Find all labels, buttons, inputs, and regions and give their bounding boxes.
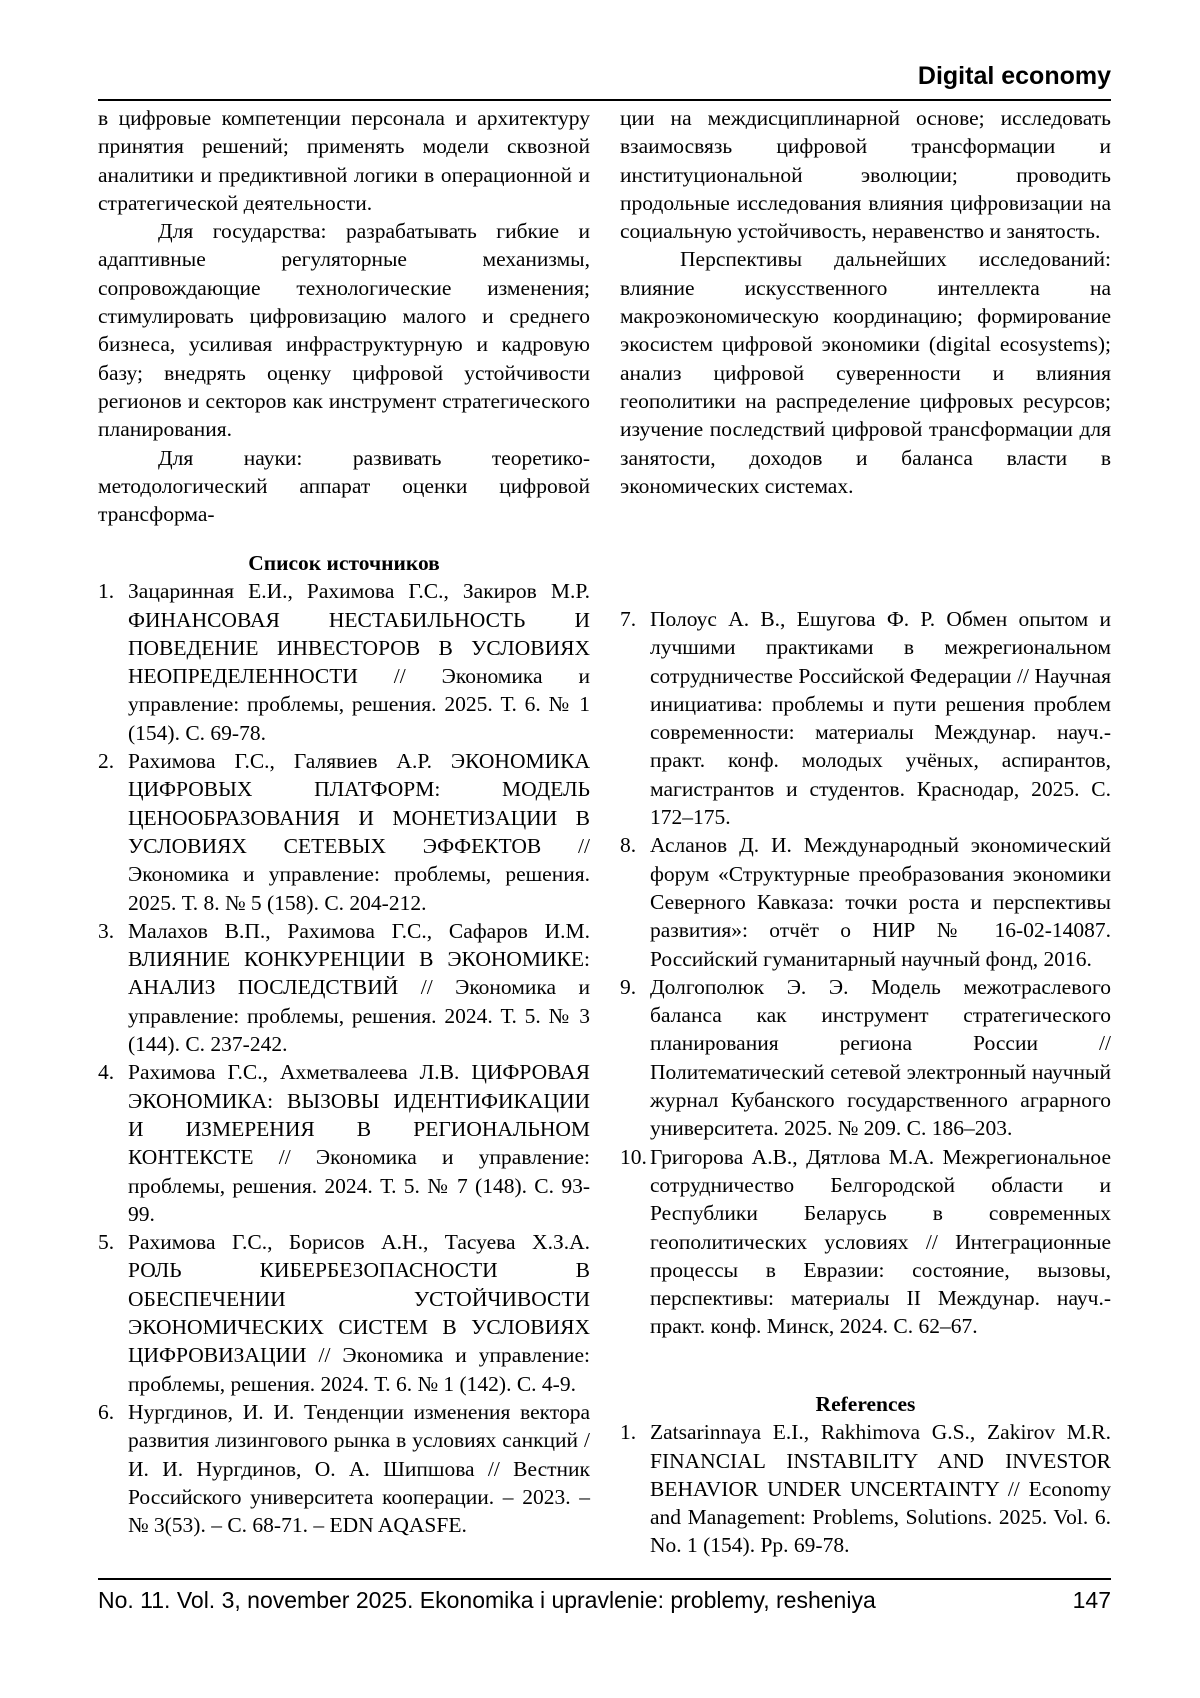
source-item [620,1143,1111,1341]
source-text: Рахимова Г.С., Галявиев А.Р. ЭКОНОМИКА ЦИФРОВЫХ ПЛАТФОРМ: МОДЕЛЬ ЦЕНООБРАЗОВАНИЯ И МОНЕТИЗАЦИИ В УСЛОВИЯХ СЕТЕВЫХ ЭФФЕКТОВ // Экономика и управление: проблемы, решения. 2025. Т. 8. № 5 (158). С. 204-212. [128,749,590,915]
source-number: 6. [98,1399,115,1424]
source-text: Малахов В.П., Рахимова Г.С., Сафаров И.М. ВЛИЯНИЕ КОНКУРЕНЦИИ В ЭКОНОМИКЕ: АНАЛИЗ ПОСЛЕДСТВИЙ // Экономика и управление: проблемы, решения. 2024. Т. 5. № 3 (144). С. 237-242. [128,918,590,1057]
source-item [620,973,1111,1143]
sources-left-column [98,549,590,1539]
footer-rule [98,1578,1111,1580]
body-paragraph: Для науки: развивать теоретико-методологический аппарат оценки цифровой трансформа- [98,445,590,527]
source-item [98,1058,590,1228]
body-right-column [620,104,1111,500]
source-item [98,747,590,917]
source-item [98,1228,590,1398]
body-left-column [98,104,590,528]
source-text: Долгополюк Э. Э. Модель межотраслевого баланса как инструмент стратегического планирования региона России // Политематический сетевой электронный научный журнал Кубанского государственного аграрного университета. 2025. № 209. С. 186–203. [650,974,1111,1141]
source-item [98,577,590,747]
footer-journal-line: No. 11. Vol. 3, november 2025. Ekonomika i upravlenie: problemy, resheniya [98,1587,876,1613]
body-paragraph: ции на междисциплинарной основе; исследовать взаимосвязь цифровой трансформации и институциональной эволюции; проводить продольные исследования влияния цифровизации на социальную устойчивость, неравенство и занятость. [620,106,1111,244]
source-number: 9. [620,974,637,999]
source-text: Рахимова Г.С., Борисов А.Н., Тасуева Х.З.А. РОЛЬ КИБЕРБЕЗОПАСНОСТИ В ОБЕСПЕЧЕНИИ УСТОЙЧИВОСТИ ЭКОНОМИЧЕСКИХ СИСТЕМ В УСЛОВИЯХ ЦИФРОВИЗАЦИИ // Экономика и управление: проблемы, решения. 2024. Т. 6. № 1 (142). С. 4-9. [128,1230,590,1396]
reference-number: 1. [620,1420,637,1445]
source-text: Нургдинов, И. И. Тенденции изменения вектора развития лизингового рынка в условиях санкций / И. И. Нургдинов, О. А. Шипшова // Вестник Российского университета кооперации. – 2023. – № 3(53). – С. 68-71. – EDN AQASFE. [128,1399,590,1538]
source-item [98,917,590,1058]
source-number: 2. [98,749,115,774]
references-list [620,1418,1111,1559]
body-paragraph: Перспективы дальнейших исследований: влияние искусственного интеллекта на макроэкономическую координацию; формирование экосистем цифровой экономики (digital ecosystems); анализ цифровой суверенности и влияния геополитики на распределение цифровых ресурсов; изучение последствий цифровой трансформации для занятости, доходов и баланса власти в экономических системах. [620,247,1111,498]
sources-list-continued [620,605,1111,1341]
source-text: Рахимова Г.С., Ахметвалеева Л.В. ЦИФРОВАЯ ЭКОНОМИКА: ВЫЗОВЫ ИДЕНТИФИКАЦИИ И ИЗМЕРЕНИЯ В РЕГИОНАЛЬНОМ КОНТЕКСТЕ // Экономика и управление: проблемы, решения. 2024. Т. 5. № 7 (148). С. 93-99. [128,1060,590,1226]
source-number: 7. [620,607,637,631]
references-block [620,1390,1111,1560]
reference-text: Zatsarinnaya E.I., Rakhimova G.S., Zakirov M.R. FINANCIAL INSTABILITY AND INVESTOR BEHAVIOR UNDER UNCERTAINTY // Economy and Management: Problems, Solutions. 2025. Vol. 6. No. 1 (154). Pp. 69-78. [650,1420,1111,1558]
source-number: 5. [98,1230,115,1255]
source-number: 4. [98,1060,115,1085]
source-text: Полоус А. В., Ешугова Ф. Р. Обмен опытом и лучшими практиками в межрегиональном сотрудничестве Российской Федерации // Научная инициатива: проблемы и пути решения проблем современности: материалы Междунар. науч.-практ. конф. молодых учёных, аспирантов, магистрантов и студентов. Краснодар, 2025. С. 172–175. [650,607,1111,830]
page-number: 147 [1072,1587,1111,1613]
source-number: 10. [620,1144,647,1169]
source-number: 1. [98,579,115,604]
reference-item [620,1418,1111,1559]
running-header-section: Digital economy [917,62,1111,90]
sources-heading: Список источников [248,551,440,575]
source-number: 3. [98,918,115,943]
references-heading: References [815,1392,916,1416]
source-item [620,605,1111,831]
source-item [620,831,1111,972]
source-text: Асланов Д. И. Международный экономический форум «Структурные преобразования экономики Северного Кавказа: точки роста и перспективы развития»: отчёт о НИР № 16-02-14087. Российский гуманитарный научный фонд, 2016. [650,833,1111,971]
sources-right-column [620,605,1111,1341]
header-rule [98,99,1111,101]
source-item [98,1398,590,1539]
body-paragraph: в цифровые компетенции персонала и архитектуру принятия решений; применять модели сквозной аналитики и предиктивной логики в операционной и стратегической деятельности. [98,106,590,215]
sources-list [98,577,590,1539]
source-text: Григорова А.В., Дятлова М.А. Межрегиональное сотрудничество Белгородской области и Республики Беларусь в современных геополитических условиях // Интеграционные процессы в Евразии: состояние, вызовы, перспективы: материалы II Междунар. науч.-практ. конф. Минск, 2024. С. 62–67. [650,1144,1111,1339]
source-number: 8. [620,833,637,858]
body-paragraph: Для государства: разрабатывать гибкие и адаптивные регуляторные механизмы, сопровождающие технологические изменения; стимулировать цифровизацию малого и среднего бизнеса, усиливая инфраструктурную и кадровую базу; внедрять оценку цифровой устойчивости регионов и секторов как инструмент стратегического планирования. [98,219,590,442]
source-text: Зацаринная Е.И., Рахимова Г.С., Закиров М.Р. ФИНАНСОВАЯ НЕСТАБИЛЬНОСТЬ И ПОВЕДЕНИЕ ИНВЕСТОРОВ В УСЛОВИЯХ НЕОПРЕДЕЛЕННОСТИ // Экономика и управление: проблемы, решения. 2025. Т. 6. № 1 (154). С. 69-78. [128,579,590,745]
